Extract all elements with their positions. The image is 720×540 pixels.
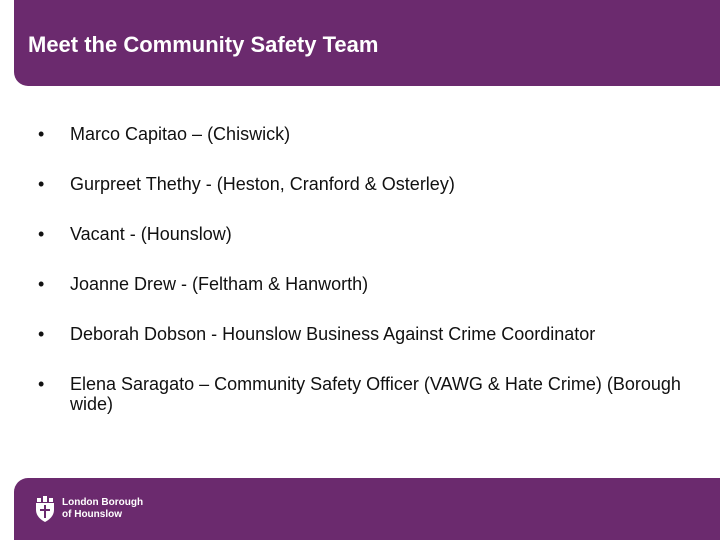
bullet-dot: •: [38, 174, 45, 194]
list-item: [38, 124, 698, 144]
bullet-text: Elena Saragato – Community Safety Officer (VAWG & Hate Crime) (Borough wide): [70, 374, 681, 414]
bullet-text: Gurpreet Thethy - (Heston, Cranford & Osterley): [70, 174, 455, 194]
bullet-dot: •: [38, 374, 45, 394]
list-item: [38, 374, 698, 414]
logo-text: [62, 497, 143, 521]
bullet-text: Deborah Dobson - Hounslow Business Against Crime Coordinator: [70, 324, 596, 344]
logo-line-2: of Hounslow: [62, 509, 122, 520]
header-bar: [14, 0, 720, 86]
list-item: [38, 274, 698, 294]
slide-title: Meet the Community Safety Team: [28, 32, 379, 57]
council-logo: [34, 496, 143, 522]
crest-icon: [34, 496, 56, 522]
bullet-text: Vacant - (Hounslow): [70, 224, 232, 244]
logo-line-1: London Borough: [62, 497, 144, 508]
bullet-dot: •: [38, 324, 45, 344]
list-item: [38, 174, 698, 194]
bullet-dot: •: [38, 224, 45, 244]
list-item: [38, 224, 698, 244]
bullet-dot: •: [38, 274, 45, 294]
footer-bar: [14, 478, 720, 540]
bullet-dot: •: [38, 124, 45, 144]
bullet-list: [38, 124, 698, 444]
bullet-text: Marco Capitao – (Chiswick): [70, 124, 291, 144]
bullet-text: Joanne Drew - (Feltham & Hanworth): [70, 274, 369, 294]
list-item: [38, 324, 698, 344]
